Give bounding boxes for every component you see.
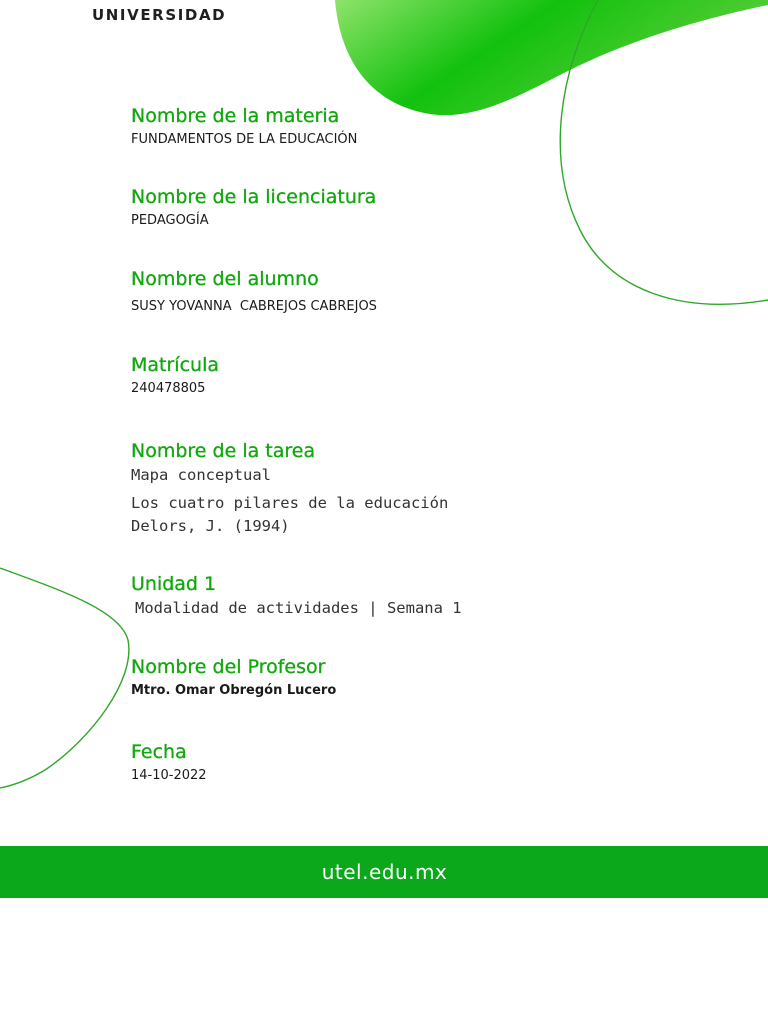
fecha-label: Fecha <box>131 741 187 763</box>
field-unidad <box>131 572 462 620</box>
profesor-value: Mtro. Omar Obregón Lucero <box>131 683 337 698</box>
tarea-label: Nombre de la tarea <box>131 440 316 462</box>
university-logo <box>90 0 250 26</box>
top-green-blob <box>335 0 768 115</box>
profesor-label: Nombre del Profesor <box>131 656 326 678</box>
tarea-line-2: Los cuatro pilares de la educación <box>131 494 449 512</box>
matricula-value: 240478805 <box>131 381 206 396</box>
licenciatura-label: Nombre de la licenciatura <box>131 186 377 208</box>
field-tarea <box>131 439 448 538</box>
field-profesor <box>131 655 336 700</box>
matricula-label: Matrícula <box>131 354 219 376</box>
alumno-label: Nombre del alumno <box>131 268 319 290</box>
left-curve-line <box>0 568 129 788</box>
field-licenciatura <box>131 185 376 230</box>
field-fecha <box>131 740 207 785</box>
unidad-label: Unidad 1 <box>131 573 217 595</box>
licenciatura-value: PEDAGOGÍA <box>131 213 209 228</box>
materia-label: Nombre de la materia <box>131 105 340 127</box>
unidad-value: Modalidad de actividades | Semana 1 <box>135 599 462 617</box>
field-matricula <box>131 353 219 398</box>
alumno-value: SUSY YOVANNA CABREJOS CABREJOS <box>131 299 377 314</box>
fecha-value: 14-10-2022 <box>131 768 207 783</box>
field-materia <box>131 104 357 149</box>
tarea-line-1: Mapa conceptual <box>131 466 271 484</box>
field-alumno <box>131 267 377 316</box>
materia-value: FUNDAMENTOS DE LA EDUCACIÓN <box>131 132 358 147</box>
footer-bar <box>0 846 768 898</box>
tarea-line-3: Delors, J. (1994) <box>131 517 290 535</box>
footer-url[interactable]: utel.edu.mx <box>321 860 448 884</box>
logo-wordmark: UNIVERSIDAD <box>92 6 227 24</box>
